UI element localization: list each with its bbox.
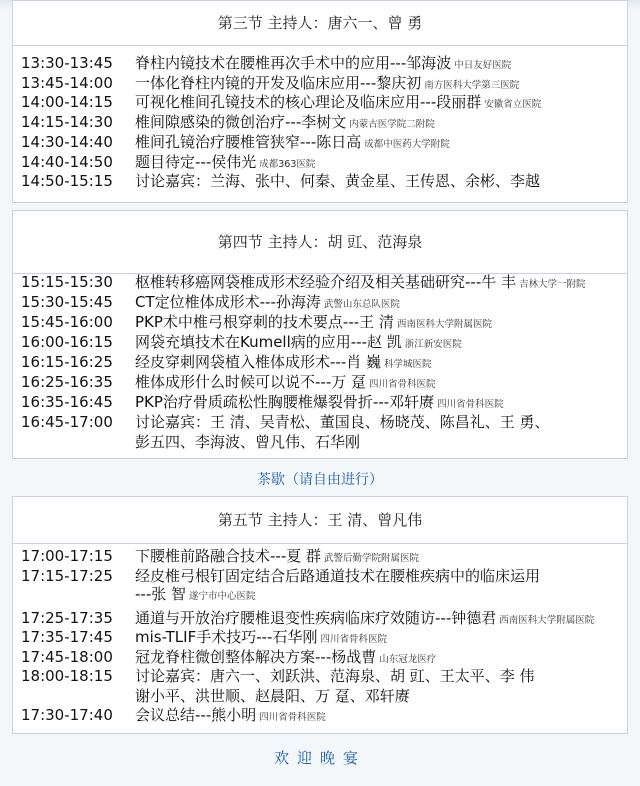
talk-title: 椎间隙感染的微创治疗---李树文 [135,113,347,132]
talk-topic [135,133,450,154]
time-slot: 16:35-16:45 [21,393,113,411]
talk-title: 题目待定---侯伟光 [135,152,257,171]
section-5-card [12,496,628,734]
talk-topic [135,609,594,630]
section-3-header: 第三节 主持人：唐六一、曾 勇 [13,1,627,46]
talk-topic [135,547,419,568]
time-slot: 14:00-14:15 [21,93,113,112]
time-slot: 15:15-15:30 [21,273,113,291]
talk-topic [135,93,541,114]
talk-title: 脊柱内镜技术在腰椎再次手术中的应用---邹海波 [135,54,452,72]
talk-title: 下腰椎前路融合技术---夏 群 [135,547,322,565]
speaker-affiliation: 成都中医药大学附院 [364,138,450,150]
talk-topic [135,585,256,606]
time-slot: 17:35-17:45 [21,628,113,646]
talk-topic [135,353,432,374]
time-slot: 18:00-18:15 [21,667,113,685]
speaker-affiliation: 西南医科大学附属医院 [396,319,492,330]
time-slot: 17:15-17:25 [21,566,113,585]
time-slot: 17:25-17:35 [21,608,113,627]
time-slot: 17:30-17:40 [21,706,113,724]
speaker-affiliation: 四川省骨科医院 [437,399,504,410]
speaker-affiliation: 武警后勤学院附属医院 [324,553,420,564]
talk-topic [135,273,586,294]
section-3-card [12,0,628,203]
speaker-affiliation: 成都363医院 [259,158,316,170]
talk-title: 椎体成形什么时候可以说不---万 趸 [135,373,367,391]
talk-topic [135,293,400,314]
talk-title: 经皮穿刺网袋植入椎体成形术---肖 巍 [135,353,382,371]
talk-title: 一体化脊柱内镜的开发及临床应用---黎庆初 [135,73,422,92]
talk-title: 可视化椎间孔镜技术的核心理论及临床应用---段丽群 [135,93,482,112]
talk-title: 枢椎转移癌网袋椎成形术经验介绍及相关基础研究---牛 丰 [135,273,517,291]
talk-title: 椎间孔镜治疗腰椎管狭窄---陈日高 [135,132,362,151]
time-slot: 14:50-15:15 [21,172,113,191]
speaker-affiliation: 科学城医院 [384,359,432,370]
talk-topic [135,706,326,727]
talk-title: 讨论嘉宾：唐六一、刘跃洪、范海泉、胡 豇、王太平、李 伟 [135,667,535,685]
talk-topic [135,113,435,134]
speaker-affiliation: 西南医科大学附属医院 [499,614,595,626]
time-slot: 13:45-14:00 [21,73,113,92]
speaker-affiliation: 四川省骨科医院 [259,712,326,723]
welcome-banquet: 欢迎晚宴 [273,749,366,767]
talk-title: PKP治疗骨质疏松性胸腰椎爆裂骨折---邓轩赓 [135,393,435,411]
speaker-affiliation: 武警山东总队医院 [323,299,400,310]
speaker-affiliation: 内蒙古医学院二附院 [349,119,435,131]
speaker-affiliation: 安徽省立医院 [484,99,542,111]
talk-topic [135,667,538,688]
tea-break: 茶歇（请自由进行） [257,472,383,488]
talk-topic [135,172,543,193]
talk-title: 讨论嘉宾：王 清、吴青松、董国良、杨晓茂、陈昌礼、王 勇、 [135,413,550,431]
speaker-affiliation: 山东冠龙医疗 [379,653,437,665]
talk-title: PKP术中椎弓根穿刺的技术要点---王 清 [135,313,394,331]
talk-title: 讨论嘉宾：兰海、张中、何秦、黄金星、王传恩、余彬、李越 [135,172,541,191]
speaker-affiliation: 吉林大学一附院 [519,279,586,290]
talk-topic [135,413,553,434]
talk-topic [135,628,387,649]
section-4-discussion-continued: 彭五四、李海波、曾凡伟、石华刚 [135,433,361,451]
time-slot: 16:45-17:00 [21,413,113,431]
talk-topic [135,313,492,334]
talk-title: CT定位椎体成形术---孙海涛 [135,293,321,311]
time-slot: 14:30-14:40 [21,132,113,151]
time-slot: 16:15-16:25 [21,353,113,371]
talk-title: 经皮椎弓根钉固定结合后路通道技术在腰椎疾病中的临床运用 [135,566,541,585]
talk-title: 会议总结---熊小明 [135,706,257,724]
time-slot: 14:40-14:50 [21,152,113,171]
talk-topic [135,393,504,414]
talk-title: mis-TLIF手术技巧---石华刚 [135,628,318,646]
talk-title: 网袋充填技术在Kumell病的应用---赵 凯 [135,333,402,351]
speaker-affiliation: 中日友好医院 [454,60,512,71]
time-slot: 15:45-16:00 [21,313,113,331]
talk-topic [135,54,511,75]
speaker-affiliation: 四川省骨科医院 [320,634,387,645]
talk-topic [135,373,436,394]
talk-title: 谢小平、洪世顺、赵晨阳、万 趸、邓轩赓 [135,686,410,705]
time-slot: 15:30-15:45 [21,293,113,311]
time-slot: 14:15-14:30 [21,113,113,132]
talk-topic [135,687,413,708]
talk-topic [135,648,436,669]
speaker-affiliation: 遂宁市中心医院 [189,591,256,602]
talk-title: 通道与开放治疗腰椎退变性疾病临床疗效随访---钟德君 [135,608,497,627]
talk-topic [135,74,519,95]
time-slot: 17:45-18:00 [21,647,113,666]
talk-topic [135,153,315,174]
section-5-header: 第五节 主持人：王 清、曾凡伟 [13,497,627,544]
time-slot: 17:00-17:15 [21,547,113,565]
time-slot: 16:00-16:15 [21,333,113,351]
section-4-card [12,210,628,459]
speaker-affiliation: 浙江新安医院 [404,339,462,350]
talk-title: 冠龙脊柱微创整体解决方案---杨战曹 [135,647,377,666]
talk-topic [135,333,462,354]
section-4-header: 第四节 主持人：胡 豇、范海泉 [13,211,627,274]
speaker-affiliation: 南方医科大学第三医院 [424,79,520,91]
talk-title: ---张 智 [135,585,187,603]
time-slot: 16:25-16:35 [21,373,113,391]
time-slot: 13:30-13:45 [21,54,113,72]
speaker-affiliation: 四川省骨科医院 [369,379,436,390]
